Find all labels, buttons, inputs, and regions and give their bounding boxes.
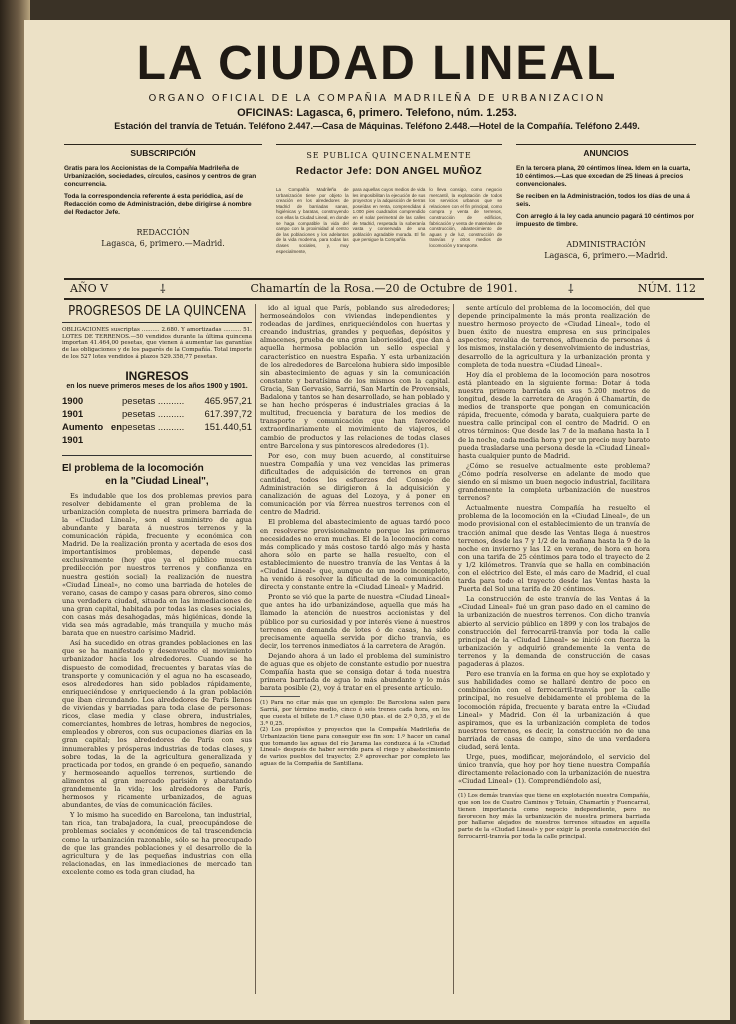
income-value: 465.957,21	[204, 395, 252, 407]
article-paragraph: Es indudable que los dos problemas previos para resolver debidamente el gran problema de la urbanización completa de nuestra primera barriada de la «Ciudad Lineal», son el suministro de agua abundante y barata á nuestros terrenos y la comunicación rápida, frecuente y económica con Madrid. De la realización pronta y acertada de esos dos importantísimos problemas, depende casi exclusivamente (hoy que ya el público muestra predilección por nuestros terrenos y confianza en nuestra gestión social) la realización de nuestra «Ciudad Lineal», no como una barriada de hoteles de verano, casas de campo y casas para obreros, sino como una verdadera ciudad, situada en las inmediaciones de una gran capital, habitada por todas las clases sociales, con casas más desahogadas, más higiénicas, donde la vida sea más agradable, más tranquila y mucho más barata que en nuestro carísimo Madrid.	[62, 491, 252, 638]
article-column-1	[62, 492, 252, 876]
income-value: 617.397,72	[204, 408, 252, 420]
volume-label: AÑO V	[70, 282, 109, 295]
article-paragraph: Actualmente nuestra Compañía ha resuelto el problema de la locomoción en la «Ciudad Lineal», de un modo provisional con el establecimiento de un tranvía de tracción animal que desde las Ventas llega á nuestros terrenos, desde las 7 y 1/2 de la mañana hasta la 9 de la noche en invierno y las 12 en verano, de hora en hora con una tarifa de 25 céntimos para todo el trayecto de 2 y 1/2 kilómetros. Tranvía que se halla en combinación con el eléctrico del Este, el más caro de Madrid, el cual tarda para todo el trayecto desde las Ventas hasta la Puerta del Sol una tarifa de 20 céntimos.	[458, 504, 650, 594]
progress-text: OBLIGACIONES suscriptas .......... 2.680. Y amortizadas .......... 51. LOTES DE TERRENOS.—50 vendidos durante la última quincena importan 41.464,00 pesetas, que vienen á aumentar las garantías de las obligaciones y de los pagarés de la Compañía. Total importe de los 527 lotes vendidos á plazos 529.358,77 pesetas.	[62, 327, 252, 360]
administracion-label: ADMINISTRACIÓN	[566, 240, 646, 249]
fleuron-icon: ⸸	[568, 282, 574, 296]
company-purpose	[276, 187, 502, 254]
article-column-2	[260, 304, 450, 692]
column-2	[260, 304, 450, 767]
article-paragraph: Dejando ahora á un lado el problema del suministro de aguas que es objeto de constante estudio por nuestra Compañía hasta que se consiga dotar á toda nuestra primera barriada de agua lo más abundante y lo más barata posible (2), voy á tratar en el presente artículo.	[260, 651, 450, 693]
ad-stamp-tax: Con arreglo á la ley cada anuncio pagará 10 céntimos por impuesto de timbre.	[516, 213, 695, 228]
income-table	[62, 395, 252, 447]
company-purpose-col3: lo lleva consigo, como negocio mercantil, la explotación de todos los servicios urbanos que se relacionen con el fin principal, como compra y venta de terrenos, construcción de edificios, fabricación y venta de materiales de construcción, abastecimiento de aguas y de luz, construcción de tranvías y otros medios de locomoción y transporte.	[429, 187, 503, 248]
column-2-footnotes	[260, 700, 450, 767]
company-purpose-col2: para aquellas cuyos medios de vida les imposibilitan la ejecución de sus proyectos y la adquisición de tierras poseídas en renta, comprendidas á 1.000 pies cuadrados comprendido en el solar perimetral de las calles de Madrid, respetada la soberanía vasta y conservada de una población agradable morada. El fin que persigue la Compañía	[352, 187, 426, 243]
footnote-separator	[260, 696, 300, 697]
income-row	[62, 408, 252, 421]
income-value: 151.440,51	[204, 421, 252, 433]
center-box	[276, 144, 502, 279]
ad-rates: En la tercera plana, 20 céntimos línea. Idem en la cuarta, 10 céntimos.—Las que excedan de 25 líneas á precios convencionales.	[516, 165, 691, 188]
article-paragraph: Por eso, con muy buen acuerdo, al constituirse nuestra Compañía y una vez vencidas las primeras dificultades de adquisición de terrenos en gran cantidad, todos los esfuerzos del Consejo de Administración se dirigieron á la adquisición y canalización de aguas del Lozoya, y á poner en comunicación por vía férrea nuestros terrenos con el centro de Madrid.	[260, 451, 450, 517]
article-paragraph: Hoy día el problema de la locomoción para nosotros está planteado en la siguiente forma: Dotar á toda nuestra primera barriada en sus 5.200 metros de longitud, desde la carretera de Aragón á Chamartín, de medios de transporte que pongan en comunicación rápida, frecuente, cómoda y barata, cualquiera parte de nuestra calle principal con el centro de Madrid. O en otros términos: Que desde las 7 de la mañana hasta la 1 de la noche, cada media hora y por un precio muy barato pueda trasladarse una persona desde la «Ciudad Lineal» hasta cualquier punto de Madrid.	[458, 370, 650, 460]
article-headline	[62, 455, 252, 488]
income-currency: pesetas ..........	[122, 421, 185, 433]
article-paragraph: sente artículo del problema de la locomoción, del que depende principalmente la más pronta realización de nuestro hermoso proyecto de «Ciudad Lineal», todo el buen éxito de nuestra empresa en sus principales aspectos; revalúa de terrenos, afluencia de personas á los mismos, instalación y desenvolvimiento de industrias, desarrollo de la agricultura y la urbanización pronta y completa de toda nuestra «Ciudad Lineal».	[458, 304, 650, 369]
article-paragraph: El problema del abastecimiento de aguas tardó poco en resolverse provisionalmente porque las primeras necesidades no eran muchas. El de la locomoción como más complicado y más costoso tardó algo más y hasta ahora sólo en parte se halla resuelto, con el establecimiento de nuestro tranvía de las Ventas á la «Ciudad Lineal» que, aunque de un modo incompleto, ha venido á resolver la dificultad de la comunicación directa y constante entre la «Ciudad Lineal» y Madrid.	[260, 518, 450, 592]
article-paragraph: ¿Cómo se resuelve actualmente este problema? ¿Cómo podría resolverse en adelante de modo que siendo en sí mismo un buen negocio industrial, facilitara grandemente la completa urbanización de nuestros terrenos?	[458, 461, 650, 503]
footnote: (1) Para no citar más que un ejemplo: De Barcelona salen para Sarriá, por término medio, cinco ó seis trenes cada hora, en los que cuesta el billete de 1.ª clase 0,50 ptas. el de 2.ª 0,35, y el de 3.ª 0,25.	[260, 700, 450, 727]
article-paragraph: La construcción de este tranvía de las Ventas á la «Ciudad Lineal» fué un gran paso dado en el camino de la urbanización de nuestros terrenos. Con dicho tranvía abierto al servicio público en 1899 y con los trabajos de construcción del ferrocarril-tranvía por toda la calle principal de la «Ciudad Lineal» se inició con fuerza la urbanización y adquirió grandemente la venta de terrenos y la demanda de construcción de casas pagaderas á plazos.	[458, 595, 650, 669]
advertisements-box	[516, 144, 696, 279]
column-3	[458, 304, 650, 840]
stations-line: Estación del tranvía de Tetuán. Teléfono 2.447.—Casa de Máquinas. Teléfono 2.448.—Hotel de la Compañía. Teléfono 2.449.	[114, 121, 640, 131]
article-paragraph: Y lo mismo ha sucedido en Barcelona, tan industrial, tan rica, tan trabajadora, la cual, preocupándose de problemas sociales y económicos de tal trascendencia como la urbanización razonable, sólo se ha preocupado de que las grandes poblaciones y el desarrollo de la agricultura y de las pequeñas industrias con ella relacionadas, en las inmediaciones de mercado tan excelente como es toda gran ciudad, ha	[62, 811, 252, 876]
footnote: (1) Los demás tranvías que tiene en explotación nuestra Compañía, que son los de Cuatro Caminos y Tetuán, Chamartín y Fuencarral, tienen importancia como negocio independiente, pero no favorecen hoy más la urbanización de nuestra primera barriada por hallarse alejados de nuestros terrenos situados en aquella parte de la «Ciudad Lineal» y por exigir la pronta construcción del ferrocarril-tranvía por toda la calle principal.	[458, 793, 650, 840]
column-rule	[453, 304, 454, 994]
publication-frequency: SE PUBLICA QUINCENALMENTE	[306, 151, 472, 160]
income-year: 1901	[62, 408, 84, 420]
article-paragraph: ido al igual que París, poblando sus alrededores; hermoseándolos con viviendas independientes y rodeadas de jardines, enriqueciéndolos con huertas y creando industrias, grandes y pequeñas, depósitos y almacenes, prueba de una gran laboriosidad, que dan á aquella hermosa población un sello especial y característico en nuestra España. Y esta urbanización de los alrededores de Barcelona hubiera sido imposible sin abastecimiento de aguas y sin la comunicación constante y baratísima de los mismos con la capital. Gracia, San Gervasio, Sarriá, San Martín de Provensals, Badalona y tantos se han desarrollado, se han poblado y se han hecho prósperas é industriales gracias á la multitud, frecuencia y baratura de los medios de transporte y comunicación que han favorecido extraordinariamente el movimiento de viajeros, el cambio de productos y las relaciones de todas clases entre Barcelona y sus pintorescos alrededores (1).	[260, 304, 450, 450]
income-subheading: en los nueve primeros meses de los años 1900 y 1901.	[66, 382, 248, 390]
footnote-separator	[458, 789, 498, 790]
ad-admin-hours: Se reciben en la Administración, todos los días de una á seis.	[516, 193, 690, 208]
subscription-title: SUBSCRIPCIÓN	[130, 148, 196, 158]
newspaper-page	[24, 20, 730, 1020]
fleuron-icon: ⸸	[160, 282, 166, 296]
income-heading: INGRESOS	[125, 368, 189, 383]
income-row	[62, 395, 252, 408]
column-3-footnotes	[458, 793, 650, 840]
article-column-3	[458, 304, 650, 785]
article-paragraph: Pronto se vió que la parte de nuestra «Ciudad Lineal» que antes ha ido urbanizándose, aquella que más ha llamado la atención de nuestros accionistas y del público por su curiosidad y por interés viene á nuestros terrenos en demanda de lotes ó de casas, ha sido precisamente aquella servida por dicho tranvía, es decir, los terrenos inmediatos á la carretera de Aragón.	[260, 593, 450, 650]
subscription-box	[64, 144, 262, 279]
article-paragraph: Pero ese tranvía en la forma en que hoy se explotado y sus habilidades como se hallaré dentro de poco en combinación con el ferrocarril-tranvía por la calle principal, no resuelve debidamente el problema de la locomoción rápida, frecuente y barata entre la «Ciudad Lineal» y Madrid. Con él la urbanización á que aspiramos, que es la urbanización completa de todos nuestros terrenos, es decir, la construcción no de una barriada de casas de campo, sino de una verdadera ciudad, será lenta.	[458, 670, 650, 751]
redaccion-address: Lagasca, 6, primero.—Madrid.	[101, 239, 225, 248]
income-year: Aumento en 1901	[62, 421, 122, 446]
masthead	[24, 36, 730, 133]
newspaper-subtitle: ORGANO OFICIAL DE LA COMPAÑIA MADRILEÑA DE URBANIZACION	[148, 93, 606, 104]
income-year: 1900	[62, 395, 84, 407]
dateline	[64, 278, 704, 300]
offices-line: OFICINAS: Lagasca, 6, primero. Telefono, núm. 1.253.	[237, 107, 517, 119]
newspaper-title: LA CIUDAD LINEAL	[136, 37, 618, 90]
redaccion-label: REDACCIÓN	[136, 228, 190, 237]
company-purpose-col1: La Compañía Madrileña de Urbanización tiene por objeto la creación en los alrededores de Madrid de barriadas sanas, higiénicas y baratas, construyendo con ellas la Ciudad Lineal, en donde se haga compatible la vida del campo con la proximidad al centro de las poblaciones y los adelantos de la vida moderna, para todas las clases sociales, y, muy especialmente,	[276, 187, 349, 254]
subscription-text: Gratis para los Accionistas de la Compañía Madrileña de Urbanización, sociedades, círculos, casinos y centros de gran concurrencia.	[64, 165, 257, 188]
issue-number: NÚM. 112	[637, 282, 696, 295]
advertisements-title: ANUNCIOS	[583, 148, 629, 158]
article-paragraph: Urge, pues, modificar, mejorándolo, el servicio del único tranvía, que hoy por hoy tiene nuestra Compañía directamente relacionado con la urbanización de nuestra «Ciudad Lineal» (1). Comprendiéndolo así,	[458, 753, 650, 786]
administracion-address: Lagasca, 6, primero.—Madrid.	[544, 251, 668, 260]
article-headline-line1: El problema de la locomoción	[62, 462, 204, 474]
article-headline-line2: en la "Ciudad Lineal",	[105, 475, 209, 487]
income-currency: pesetas ..........	[122, 408, 185, 420]
income-currency: pesetas ..........	[122, 395, 185, 407]
income-row	[62, 421, 252, 447]
footnote: (2) Los propósitos y proyectos que la Compañía Madrileña de Urbanización tiene para conseguir ese fin son: 1.º hacer un canal que tomando las aguas del río Jarama las conduzca á la «Ciudad Lineal» después de haber servido para el riego y abastecimiento de varios pueblos del trayecto; 2.º aprovechar por completo las aguas de la Compañía de Santillana.	[260, 727, 450, 767]
place-date: Chamartín de la Rosa.—20 de Octubre de 1901.	[250, 282, 518, 295]
correspondence-text: Toda la correspondencia referente á esta periódica, así de Redacción como de Administración, debe dirigirse á nombre del Redactor Jefe.	[64, 193, 252, 216]
column-rule	[255, 304, 256, 994]
column-1	[62, 304, 252, 878]
progress-heading: PROGRESOS DE LA QUINCENA	[62, 304, 252, 323]
article-paragraph: Así ha sucedido en otras grandes poblaciones en las que se ha manifestado y desenvuelto el movimiento urbanizador hacia los alrededores. Cuando se ha dispuesto de comodidad, frecuentes y baratas vías de transporte y comunicación y el agua no ha escaseado, esos alrededores han sido poblados rápidamente, enriqueciéndose y enriqueciendo á la gran población que iban circundando. Los alrededores de París llenos de viviendas y barriadas para toda clase de personas: ricos, clase media y clase obrera, industriales, comerciantes, hombres de letras, hombres de negocios, empleados y obreros, con sus ocupaciones diarias en la gran capital; los alrededores de París con sus innumerables y prósperas industrias de todas clases, y sobre todas, la de la agricultura generalizada y practicada por todos, en grande ó en pequeño, sanando y hermoseando aquellos terrenos, surtiendo de alimentos al gran mercado parisién y abaratando grandemente la vida; los alrededores de París, hermosos y ricamente urbanizados, de aguas abundantes, de vías de comunicación fáciles.	[62, 639, 252, 810]
editor-line: Redactor Jefe: DON ANGEL MUÑOZ	[295, 166, 483, 177]
